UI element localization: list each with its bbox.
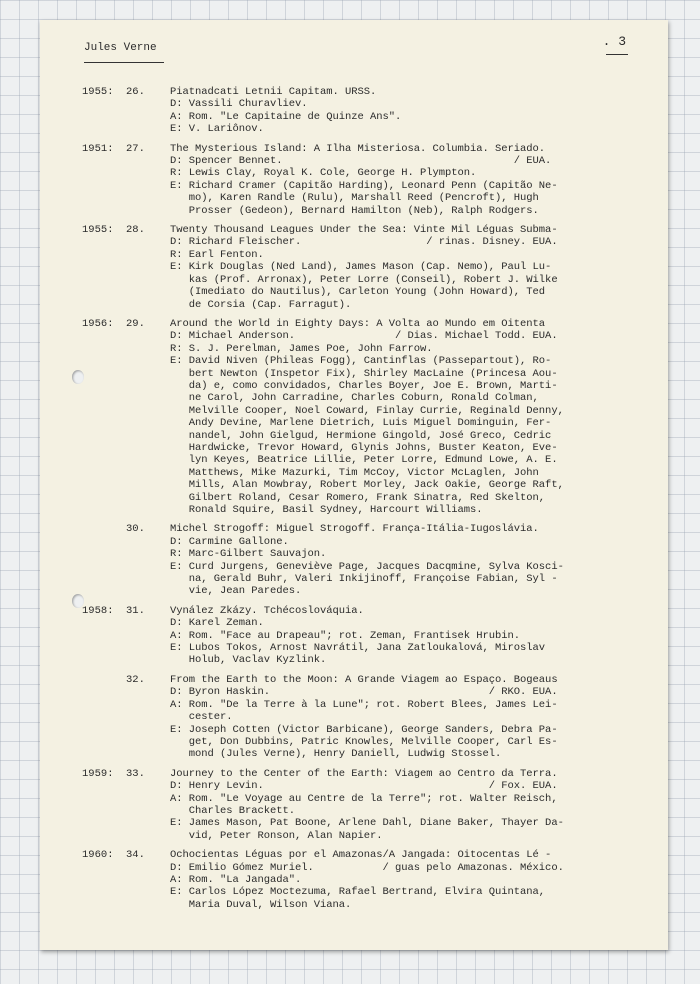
film-entry [82,768,642,842]
credit-line: E: Kirk Douglas (Ned Land), James Mason (Cap. Nemo), Paul Lu- [170,261,552,274]
film-entry [82,605,642,667]
film-entry [82,143,642,217]
credit-line: (Imediato do Nautilus), Carleton Young (John Howard), Ted [170,286,546,299]
entry-year: 1960: [82,849,114,862]
credit-line: D: Byron Haskin. / RKO. EUA. [170,686,558,699]
credit-line: E: V. Lariônov. [170,123,264,136]
film-entry [82,318,642,517]
film-entry [82,86,642,136]
film-entry [82,523,642,597]
film-title-line: Twenty Thousand Leagues Under the Sea: Vinte Mil Léguas Subma- [170,224,558,237]
entry-number: 33. [126,767,145,780]
credit-line: D: Richard Fleischer. / rinas. Disney. EUA. [170,236,558,249]
credit-line: Mills, Alan Mowbray, Robert Morley, Jack Oakie, George Raft, [170,479,564,492]
film-title-line: Journey to the Center of the Earth: Viagem ao Centro da Terra. [170,767,558,780]
credit-line: de Corsia (Cap. Farragut). [170,298,352,311]
credit-line: A: Rom. "Face au Drapeau"; rot. Zeman, Frantisek Hrubin. [170,629,521,642]
credit-line: D: Carmine Gallone. [170,535,289,548]
credit-line: vie, Jean Paredes. [170,585,302,598]
entry-year: 1958: [82,604,114,617]
credit-line: A: Rom. "Le Capitaine de Quinze Ans". [170,110,402,123]
credit-line: R: Earl Fenton. [170,248,264,261]
film-entry [82,674,642,761]
credit-line: ne Carol, John Carradine, Charles Coburn, Ronald Colman, [170,392,539,405]
entry-year: 1951: [82,142,114,155]
entry-body [170,86,642,136]
film-title-line: Michel Strogoff: Miguel Strogoff. França-Itália-Iugoslávia. [170,523,539,536]
credit-line: A: Rom. "Le Voyage au Centre de la Terre"; rot. Walter Reisch, [170,792,558,805]
credit-line: D: Karel Zeman. [170,617,264,630]
credit-line: Ronald Squire, Basil Sydney, Harcourt Williams. [170,504,483,516]
film-title-line: Ochocientas Léguas por el Amazonas/A Jangada: Oitocentas Lé - [170,849,552,862]
credit-line: E: Carlos López Moctezuma, Rafael Bertrand, Elvira Quintana, [170,886,546,899]
credit-line: Andy Devine, Marlene Dietrich, Luis Miguel Dominguin, Fer- [170,417,552,430]
credit-line: E: Richard Cramer (Capitão Harding), Leonard Penn (Capitão Ne- [170,179,558,192]
film-entry [82,849,642,911]
credit-line: E: James Mason, Pat Boone, Arlene Dahl, Diane Baker, Thayer Da- [170,817,564,830]
entry-number: 27. [126,142,145,155]
entry-body [170,849,642,911]
entry-year: 1955: [82,224,114,237]
credit-line: Holub, Vaclav Kyzlink. [170,654,327,667]
credit-line: R: Marc-Gilbert Sauvajon. [170,548,327,561]
credit-line: mo), Karen Randle (Rulu), Marshall Reed (Pencroft), Hugh [170,192,539,205]
credit-line: R: Lewis Clay, Royal K. Cole, George H. Plympton. [170,167,477,180]
entry-body [170,674,642,761]
film-title-line: Around the World in Eighty Days: A Volta ao Mundo em Oitenta [170,317,546,330]
credit-line: D: Henry Levin. / Fox. EUA. [170,780,558,793]
credit-line: kas (Prof. Arronax), Peter Lorre (Conseil), Robert J. Wilke [170,273,558,286]
film-title-line: Vynález Zkázy. Tchécoslováquia. [170,604,364,617]
credit-line: Charles Brackett. [170,804,296,817]
page-number: . 3 [602,34,626,49]
film-entry [82,224,642,311]
credit-line: nandel, John Gielgud, Hermione Gingold, José Greco, Cedric [170,429,552,442]
credit-line: bert Newton (Inspetor Fix), Shirley MacLaine (Princesa Aou- [170,367,558,380]
entry-number: 26. [126,86,145,98]
entry-number: 31. [126,604,145,617]
entry-number: 28. [126,224,145,237]
entry-number: 32. [126,673,145,686]
entry-year: 1959: [82,767,114,780]
typewritten-page [40,20,668,950]
credit-line: D: Vassili Churavliev. [170,98,308,111]
entry-body [170,224,642,311]
entry-number: 30. [126,523,145,536]
credit-line: Melville Cooper, Noel Coward, Finlay Currie, Reginald Denny, [170,404,564,417]
entry-body [170,143,642,217]
credit-line: get, Don Dubbins, Patric Knowles, Melville Cooper, Carl Es- [170,735,558,748]
credit-line: R: S. J. Perelman, James Poe, John Farrow. [170,342,433,355]
credit-line: cester. [170,711,233,724]
credit-line: Maria Duval, Wilson Viana. [170,898,352,911]
entry-body [170,605,642,667]
credit-line: A: Rom. "La Jangada". [170,873,302,886]
credit-line: Hardwicke, Trevor Howard, Glynis Johns, Buster Keaton, Eve- [170,441,558,454]
credit-line: vid, Peter Ronson, Alan Napier. [170,829,383,842]
entry-year: 1956: [82,317,114,330]
film-title-line: Piatnadcati Letnii Capitam. URSS. [170,86,377,98]
page-number-underline [606,54,628,55]
header-author: Jules Verne [84,42,157,54]
credit-line: na, Gerald Buhr, Valeri Inkijinoff, Françoise Fabian, Syl - [170,573,558,586]
entry-body [170,768,642,842]
entry-number: 29. [126,317,145,330]
credit-line: D: Emilio Gómez Muriel. / guas pelo Amazonas. México. [170,861,564,874]
credit-line: E: David Niven (Phileas Fogg), Cantinflas (Passepartout), Ro- [170,355,552,368]
entry-number: 34. [126,849,145,862]
entry-year: 1955: [82,86,114,98]
credit-line: E: Joseph Cotten (Victor Barbicane), George Sanders, Debra Pa- [170,723,558,736]
credit-line: A: Rom. "De la Terre à la Lune"; rot. Robert Blees, James Lei- [170,698,558,711]
film-title-line: The Mysterious Island: A Ilha Misteriosa. Columbia. Seriado. [170,142,546,155]
credit-line: D: Spencer Bennet. / EUA. [170,155,552,168]
entry-body [170,318,642,517]
film-title-line: From the Earth to the Moon: A Grande Viagem ao Espaço. Bogeaus [170,673,558,686]
credit-line: Matthews, Mike Mazurki, Tim McCoy, Victor McLaglen, John [170,466,539,479]
credit-line: lyn Keyes, Beatrice Lillie, Peter Lorre, Edmund Lowe, A. E. [170,454,558,467]
entry-body [170,523,642,597]
credit-line: mond (Jules Verne), Henry Daniell, Ludwig Stossel. [170,748,502,761]
credit-line: D: Michael Anderson. / Dias. Michael Todd. EUA. [170,330,558,343]
credit-line: Prosser (Gedeon), Bernard Hamilton (Neb), Ralph Rodgers. [170,204,539,217]
filmography-list [82,86,642,918]
header-underline [84,62,164,63]
credit-line: E: Curd Jurgens, Geneviève Page, Jacques Dacqmine, Sylva Kosci- [170,560,564,573]
credit-line: E: Lubos Tokos, Arnost Navrátil, Jana Zatloukalová, Miroslav [170,642,546,655]
credit-line: Gilbert Roland, Cesar Romero, Frank Sinatra, Red Skelton, [170,491,546,504]
credit-line: da) e, como convidados, Charles Boyer, Joe E. Brown, Marti- [170,379,558,392]
